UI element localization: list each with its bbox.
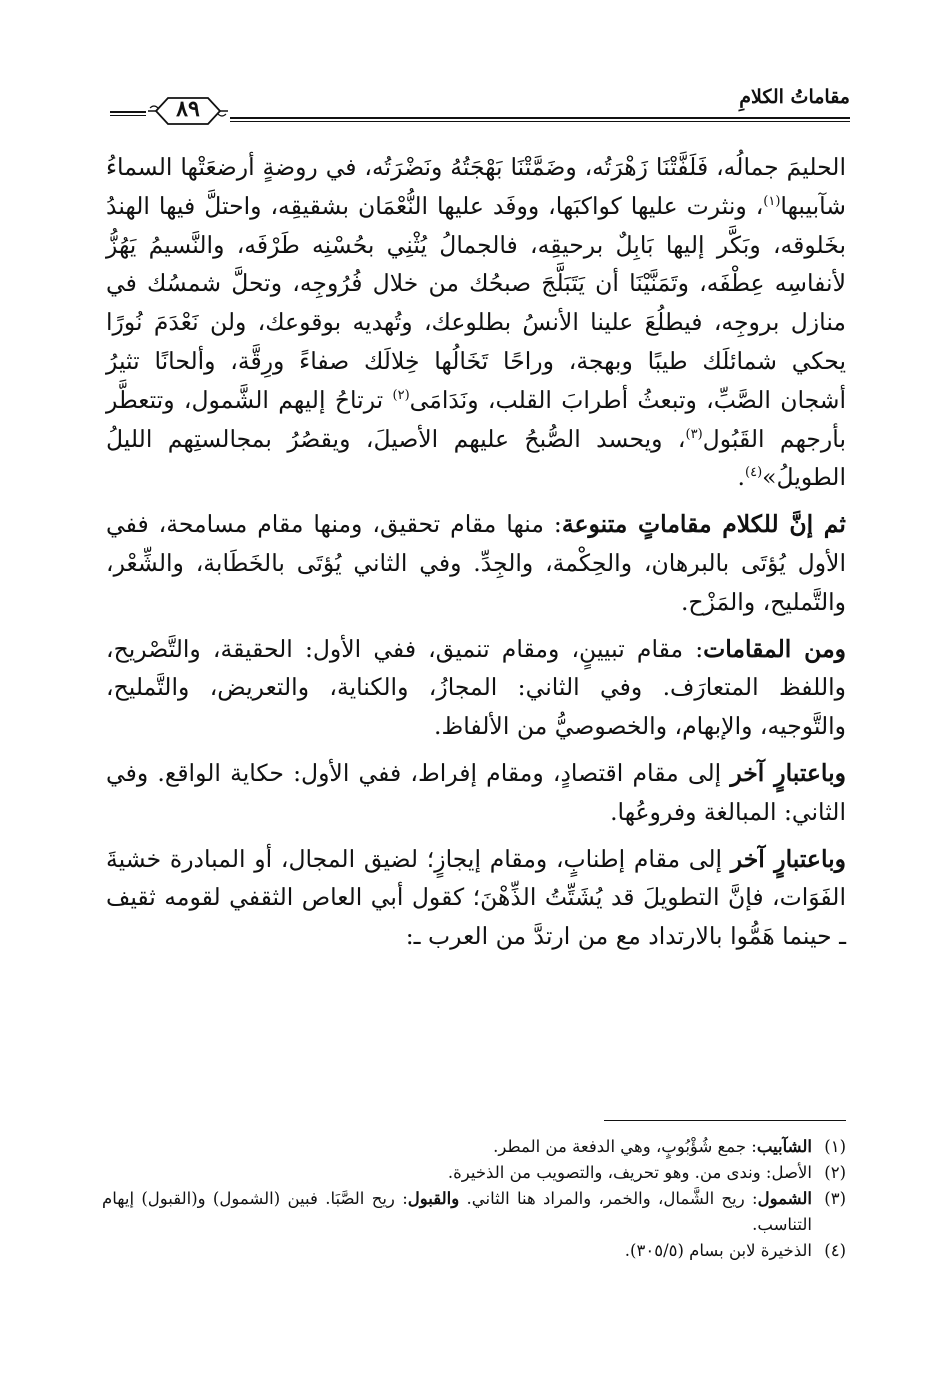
paragraph-1-part-b: ، ونثرت عليها كواكبَها، ووفَد عليها النُّعْمَان بشقيقِه، واحتلَّ فيها الهندُ بخَلوقه، وبَكَّر إليها بَابِلٌ برحيقِه، فالجمالُ يُثْنِي بحُسْنِه طَرْفَه، والنَّسيمُ يَهُزُّ لأنفاسِه عِطْفَه، وتَمَنَّيْنَا أن يَتَبَلَّجَ صبحُك من خلال فُرُوجِه، وتحلَّ شمسُك في منازل بروجِه، فيطلُعَ علينا الأنسُ بطلوعك، وتُهديه بوقوعك، ولن نَعْدَمَ نُورًا يحكي شمائلَك طيبًا وبهجة، وراحًا تَخَالُها خِلالَك صفاءً ورِقَّة، وألحانًا تثيرُ أشجان الصَّبِّ، وتبعثُ أطرابَ القلب، ونَدَامَى: [106, 191, 847, 414]
footnote-body: الذخيرة لابن بسام (٣٠٥/٥).: [624, 1241, 812, 1260]
footnote-body-2: : ريح الصَّبَا. فبين (الشمول) و(القبول) إيهام التناسب.: [102, 1189, 812, 1234]
paragraph-5-text: إلى مقام إطنابٍ، ومقام إيجازٍ؛ لضيق المجال، أو المبادرة خشيةَ الفَوَات، فإنَّ التطويلَ قد يُشَتِّتُ الذِّهْنَ؛ كقول أبي العاص الثقفي لقومه ثقيف ـ حينما هَمُّوا بالارتداد مع من ارتدَّ من العرب ـ:: [106, 844, 847, 951]
footnote-text: [102, 1134, 812, 1160]
footnote-ref-1[interactable]: (١): [763, 193, 781, 209]
footnote-text: [102, 1238, 812, 1264]
footnotes: [102, 1134, 846, 1264]
header-rule-left: [110, 111, 146, 116]
paragraph-1-part-d: ، ويحسد الصُّبحُ عليهم الأصيلَ، ويقصُرُ بمجالستِهم الليلُ الطويلُ»: [106, 424, 846, 492]
paragraph-4-lead: وباعتبارٍ آخر: [730, 758, 846, 787]
footnote-3: [102, 1186, 846, 1238]
paragraph-5-lead: وباعتبارٍ آخر: [730, 844, 846, 873]
footnote-term: الشمول: [757, 1189, 813, 1208]
footnote-ref-4[interactable]: (٤): [745, 465, 763, 481]
footnote-number: (١): [824, 1137, 846, 1156]
footnote-2: [102, 1160, 846, 1186]
paragraph-2-text: : منها مقام تحقيق، ومنها مقام مسامحة، ففي الأول يُؤتَى بالبرهان، والحِكْمة، والجِدِّ. وفي الثاني يُؤتَى بالخَطَابة، والشِّعْر، والتَّمليح، والمَزْح.: [106, 510, 846, 616]
footnote-4: [102, 1238, 846, 1264]
paragraph-1-part-e: .: [737, 463, 746, 492]
page-number: ٨٩: [176, 96, 200, 122]
paragraph-1-part-c: ترتاحُ إليهم الشَّمول، وتتعطَّر بأرجهم القَبُول: [106, 385, 846, 453]
footnote-number: (٢): [824, 1163, 846, 1182]
paragraph-1-part-a: الحليمَ جمالُه، فَلَفَّتْنَا زَهْرَتُه، وضَمَّتْنَا بَهْجَتُهُ ونَضْرَتُه، في روضةٍ أرضعَتْها السماءُ شآبيبها: [106, 153, 846, 220]
paragraph-4: [106, 754, 846, 832]
footnote-body: : جمع شُؤْبُوبٍ، وهي الدفعة من المطر.: [493, 1137, 757, 1156]
paragraph-5: [106, 840, 846, 956]
paragraph-3-lead: ومن المقامات: [703, 634, 847, 663]
footnote-1: [102, 1134, 846, 1160]
paragraph-4-text: إلى مقام اقتصادٍ، ومقام إفراط، ففي الأول: حكاية الواقع. وفي الثاني: المبالغة وفروعُها.: [106, 758, 846, 826]
paragraph-1: [106, 148, 846, 497]
footnote-body: : ريح الشَّمال، والخمر، والمراد هنا الثاني.: [459, 1189, 758, 1208]
page-header: [110, 84, 850, 128]
footnote-ref-3[interactable]: (٣): [685, 426, 703, 442]
footnote-term-2: والقبول: [407, 1189, 460, 1208]
page-number-ornament: [146, 94, 230, 128]
footnote-ref-2[interactable]: (٢): [392, 387, 410, 403]
footnote-number: (٣): [824, 1189, 846, 1208]
footnote-text: [102, 1160, 812, 1186]
paragraph-2: [106, 505, 846, 621]
paragraph-2-lead: ثم إنَّ للكلام مقاماتٍ متنوعة: [561, 510, 846, 539]
main-text: [106, 148, 846, 964]
running-title: مقاماتُ الكلامِ: [739, 86, 850, 108]
footnote-separator: [604, 1120, 846, 1121]
footnote-number: (٤): [824, 1241, 846, 1260]
paragraph-3: [106, 630, 846, 746]
footnote-term: الشآبيب: [756, 1137, 812, 1156]
footnote-text: [102, 1186, 812, 1238]
footnote-body: الأصل: وندى من. وهو تحريف، والتصويب من الذخيرة.: [447, 1163, 812, 1182]
header-rule: [230, 117, 850, 122]
paragraph-3-text: : مقام تبيينٍ، ومقام تنميق، ففي الأول: الحقيقة، والتَّصْريح، واللفظ المتعارَف. وفي الثاني: المجازُ، والكناية، والتعريض، والتَّمليح، والتَّوجيه، والإبهام، والخصوصيُّ من الألفاظ.: [106, 634, 846, 741]
